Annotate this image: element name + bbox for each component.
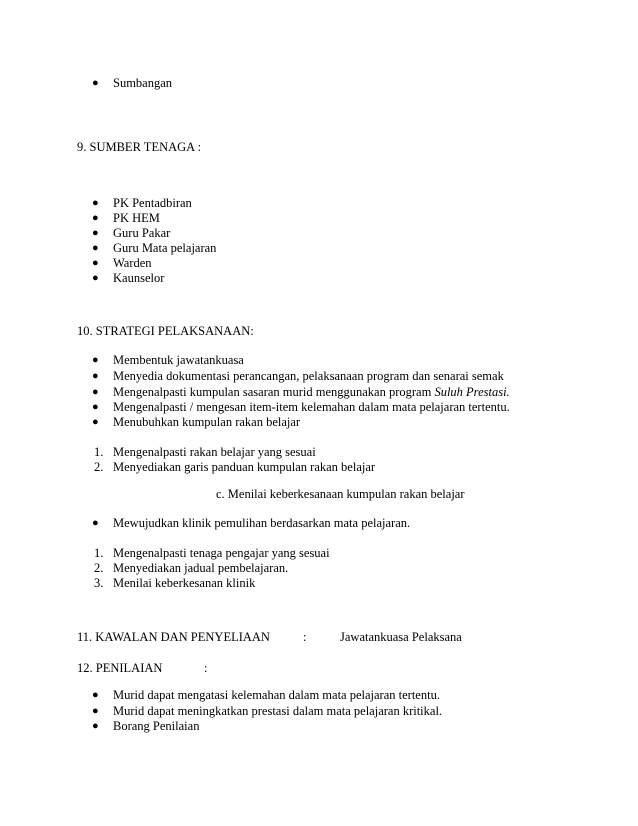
bullet-icon: ● (92, 705, 99, 717)
bullet-icon: ● (92, 370, 99, 382)
bullet-icon: ● (92, 416, 99, 428)
bullet-icon: ● (92, 689, 99, 701)
list-item: Borang Penilaian (113, 719, 200, 733)
list-item: PK Pentadbiran (113, 196, 192, 210)
list-item: Sumbangan (113, 76, 173, 90)
list-item: Guru Mata pelajaran (113, 241, 217, 255)
bullet-icon: ● (92, 272, 99, 284)
list-number: 1. (94, 445, 104, 459)
bullet-icon: ● (92, 401, 99, 413)
section-heading-9: 9. SUMBER TENAGA : (77, 140, 202, 154)
list-number: 2. (94, 561, 104, 575)
section-heading-10: 10. STRATEGI PELAKSANAAN: (77, 324, 254, 338)
bullet-icon: ● (92, 354, 99, 366)
list-item: Warden (113, 256, 152, 270)
bullet-icon: ● (92, 197, 99, 209)
list-number: 3. (94, 576, 104, 590)
numbered-item: Menilai keberkesanan klinik (113, 576, 256, 590)
separator-colon: : (204, 661, 208, 675)
list-item: Murid dapat meningkatkan prestasi dalam mata pelajaran kritikal. (113, 704, 443, 718)
bullet-icon: ● (92, 212, 99, 224)
list-item: Mewujudkan klinik pemulihan berdasarkan mata pelajaran. (113, 516, 411, 530)
list-item: Murid dapat mengatasi kelemahan dalam mata pelajaran tertentu. (113, 688, 440, 702)
list-item: Mengenalpasti / mengesan item-item kelemahan dalam mata pelajaran tertentu. (113, 400, 510, 414)
bullet-icon: ● (92, 77, 99, 89)
numbered-item: Mengenalpasti rakan belajar yang sesuai (113, 445, 316, 459)
list-number: 2. (94, 460, 104, 474)
program-name: Suluh Prestasi. (434, 385, 510, 399)
bullet-icon: ● (92, 517, 99, 529)
bullet-icon: ● (92, 386, 99, 398)
sub-item-c: c. Menilai keberkesanaan kumpulan rakan belajar (216, 487, 465, 501)
list-item: Kaunselor (113, 271, 165, 285)
section-heading-11: 11. KAWALAN DAN PENYELIAAN (77, 630, 270, 644)
list-number: 1. (94, 546, 104, 560)
numbered-item: Menyediakan garis panduan kumpulan rakan belajar (113, 460, 376, 474)
numbered-item: Menyediakan jadual pembelajaran. (113, 561, 289, 575)
list-item: Guru Pakar (113, 226, 171, 240)
bullet-icon: ● (92, 227, 99, 239)
section-heading-12: 12. PENILAIAN (77, 661, 163, 675)
list-item: PK HEM (113, 211, 160, 225)
numbered-item: Mengenalpasti tenaga pengajar yang sesuai (113, 546, 330, 560)
bullet-icon: ● (92, 257, 99, 269)
list-item: Menyedia dokumentasi perancangan, pelaksanaan program dan senarai semak (113, 369, 504, 383)
list-item: Menubuhkan kumpulan rakan belajar (113, 415, 301, 429)
bullet-icon: ● (92, 242, 99, 254)
list-item: Membentuk jawatankuasa (113, 353, 244, 367)
separator-colon: : (303, 630, 307, 644)
section-value-11: Jawatankuasa Pelaksana (340, 630, 462, 644)
list-item-text: Mengenalpasti kumpulan sasaran murid menggunakan program (113, 385, 432, 399)
bullet-icon: ● (92, 720, 99, 732)
